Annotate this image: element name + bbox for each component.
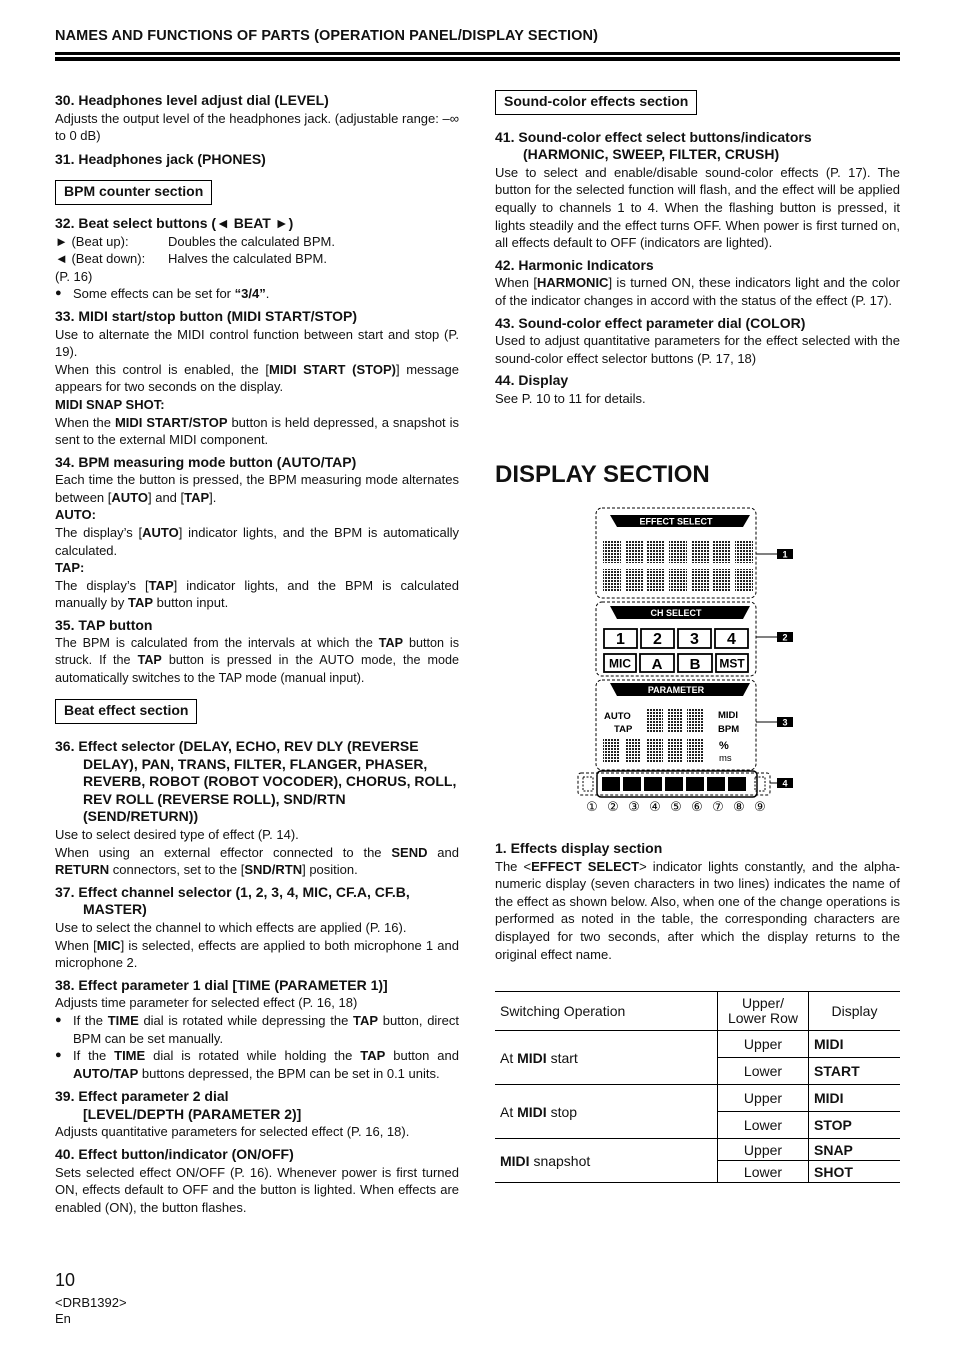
item-30-title: 30. Headphones level adjust dial (LEVEL) [55,92,329,108]
a-label: A [651,656,663,673]
ch-1-label: 1 [616,631,625,648]
parameter-label: PARAMETER [647,685,705,695]
item-38-bullet-2 [55,1047,459,1082]
text: > indicator lights constantly, and the alpha-numeric display (seven characters in two lines) indicates the name of the effect as shown below. Also, when one of the change operations is performed as noted in the table, the corresponding characters are displayed for two seconds, after which the display returns to the original effect name. [495,858,901,962]
table-row [495,1085,900,1112]
item-32-page: (P. 16) [55,268,93,284]
text-bold: TAP [127,595,154,611]
effect-select-label: EFFECT SELECT [639,516,713,527]
text: The < [495,858,532,874]
text-bold: MIDI [500,1152,530,1169]
text-bold: AUTO [111,489,148,505]
item-39-subtitle: [LEVEL/DEPTH (PARAMETER 2)] [83,1105,302,1122]
text: ]. [209,489,217,505]
item-40-p1: Sets selected effect ON/OFF (P. 16). Whenever power is first turned ON, effects default to OFF and the button is lighted. When effects are enabled (ON), the button flashes. [55,1164,459,1215]
b-label: B [689,656,701,673]
text-bold: TAP [137,653,162,668]
beat-up-value: Doubles the calculated BPM. [168,233,335,249]
text-bold: TAP [360,1048,386,1064]
table-header-operation: Switching Operation [495,992,718,1031]
alphanumeric-matrix [603,541,753,591]
text: When using an external effector connected to the [55,844,392,860]
text-bold: HARMONIC [536,275,609,291]
segment-number-4: ④ [649,800,661,815]
text: Each time the button is pressed, the BPM measuring mode alternates between [ [55,472,459,505]
text: button input. [153,595,229,611]
text-bold: MIDI [517,1103,547,1120]
ch-select-label: CH SELECT [650,608,702,618]
beat-down-key: ◄ (Beat down): [55,251,146,267]
doc-code: <DRB1392> [55,1295,127,1310]
midi-indicator: MIDI [718,710,739,721]
text: When [ [55,937,97,953]
text: ] indicator lights, and the BPM is calculated manually by [55,577,459,611]
mic-label: MIC [609,656,631,671]
segment-number-3: ③ [628,800,640,815]
table-row [495,1139,900,1161]
beat-up-key: ► (Beat up): [55,233,129,249]
text: button, direct BPM can be set manually. [73,1012,459,1046]
left-column [55,88,459,1216]
section-box-sound-color: Sound-color effects section [495,90,697,115]
table-cell-upper: Upper [718,1139,809,1161]
item-38-title: 38. Effect parameter 1 dial [TIME (PARAMETER 1)] [55,976,388,993]
text-bold: TAP [184,489,210,505]
text: ] indicator lights, and the BPM is automatically calculated. [55,525,459,558]
text-bold: SEND [391,844,428,860]
text: button and [385,1048,459,1064]
text-bold: RETURN [55,862,110,878]
item-38-bullet-1 [55,1012,459,1047]
text: The display’s [ [55,525,143,541]
segment-number-5: ⑤ [670,800,682,815]
item-34-tap [55,577,459,612]
segment-number-8: ⑧ [733,800,745,815]
bullet-text: Some effects can be set for [73,286,235,302]
table-cell-midi-snapshot [495,1139,718,1183]
text: When this control is enabled, the [ [55,361,270,377]
segments [583,777,765,791]
page-number: 10 [55,1270,76,1290]
table-cell-display: SNAP [809,1139,901,1161]
ms-indicator: ms [719,753,732,764]
percent-indicator: % [719,740,729,752]
item-41-p1: Use to select and enable/disable sound-color effects (P. 17). The button for the selected function will flash, and the effect will be applied equally to channels 1 to 4. When the flashing button is pressed, it lights steadily and the effect turns OFF. When power is first turned on, all effects default to OFF (indicators are lighted). [495,164,900,251]
callout-4-label: 4 [782,778,788,789]
display-item-1-text [495,858,900,964]
text: If the [73,1012,108,1028]
tap-indicator: TAP [614,724,633,735]
segment-number-7: ⑦ [712,800,724,815]
document-code [55,1295,127,1327]
text-bold: MIDI [517,1049,547,1066]
text-bold: AUTO/TAP [73,1065,139,1081]
ch-3-label: 3 [690,631,699,648]
item-33-title: 33. MIDI start/stop button (MIDI START/STOP) [55,307,358,324]
text: connectors, set to the [ [109,862,245,878]
text-bold: TIME [107,1012,139,1028]
section-box-bpm: BPM counter section [55,180,212,205]
text: ] and [ [147,489,185,505]
beat-up-row [55,233,459,251]
text-bold: TAP [378,635,404,650]
table-cell-display: START [809,1058,901,1085]
text: and [427,844,459,860]
display-item-1-title: 1. Effects display section [495,840,663,856]
item-36-p1: Use to select desired type of effect (P. 14). [55,826,299,842]
item-36-p2 [55,844,459,879]
text-bold: AUTO [142,525,179,541]
text: If the [73,1048,115,1064]
item-37-p2 [55,937,459,972]
item-32-title: 32. Beat select buttons (◄ BEAT ►) [55,214,294,231]
segment-number-1: ① [586,800,598,815]
table-header-row [495,992,900,1031]
item-43-title: 43. Sound-color effect parameter dial (COLOR) [495,314,806,331]
item-34-p1 [55,471,459,506]
table-cell-display: STOP [809,1112,901,1139]
item-33-p2 [55,361,459,396]
item-35-text [55,635,459,688]
bullet-end: . [265,286,270,302]
table-cell-lower: Lower [718,1161,809,1183]
text-bold: TIME [114,1048,146,1064]
text: When the [55,414,115,430]
display-diagram [575,505,805,820]
table-header-display: Display [809,992,901,1031]
right-column [495,90,900,408]
mst-label: MST [719,656,745,671]
beat-down-value: Halves the calculated BPM. [168,251,327,267]
segment-number-6: ⑥ [691,800,703,815]
callout-1-label: 1 [782,549,788,560]
callout-3-label: 3 [782,717,788,728]
item-39-title: 39. Effect parameter 2 dial [55,1088,229,1105]
callout-2-label: 2 [782,632,788,643]
item-42-title: 42. Harmonic Indicators [495,256,654,273]
tap-label: TAP: [55,560,85,576]
text: snapshot [529,1152,591,1169]
item-43-p1: Used to adjust quantitative parameters for the effect selected with the sound-color effect selector buttons (P. 17, 18) [495,333,900,366]
beat-down-row [55,250,459,268]
table-cell-display: MIDI [809,1031,901,1058]
text-bold: TAP [353,1012,379,1028]
table-row [495,1031,900,1058]
page-header: NAMES AND FUNCTIONS OF PARTS (OPERATION PANEL/DISPLAY SECTION) [55,28,598,44]
auto-indicator: AUTO [604,711,631,722]
item-34-auto [55,524,459,559]
item-36-title: 36. Effect selector (DELAY, ECHO, REV DLY (REVERSE DELAY), PAN, TRANS, FILTER, FLANGER, PHASER, REVERB, ROBOT (ROBOT VOCODER), CHORUS, ROLL, REV ROLL (REVERSE ROLL), SND/RTN (SEND/RETURN)) [55,738,457,825]
bpm-indicator: BPM [718,724,740,735]
table-cell-lower: Lower [718,1112,809,1139]
header-rule-thick [55,57,900,61]
text-bold: TAP [148,577,174,593]
text-bold: SND/RTN [244,862,303,878]
item-35-title: 35. TAP button [55,617,153,634]
item-40-title: 40. Effect button/indicator (ON/OFF) [55,1146,294,1163]
text: button is pressed in the AUTO mode, the mode automatically switches to the TAP mode (manual input). [55,653,459,685]
section-box-beat-effect: Beat effect section [55,699,197,724]
item-39-p1: Adjusts quantitative parameters for selected effect (P. 16, 18). [55,1124,410,1140]
table-header-row-type: Upper/ Lower Row [718,992,809,1031]
segment-number-2: ② [607,800,619,815]
midi-snap-shot-label: MIDI SNAP SHOT: [55,396,165,412]
table-cell-upper: Upper [718,1085,809,1112]
table-cell-midi-stop [495,1085,718,1139]
text: dial is rotated while holding the [145,1048,361,1064]
text: At [500,1103,518,1120]
text-bold: MIC [96,937,121,953]
text-bold: MIDI START/STOP [114,414,228,430]
display-section-heading: DISPLAY SECTION [495,461,710,488]
switching-table [495,991,900,1183]
effects-display-block [495,836,900,963]
segment-number-9: ⑨ [754,800,766,815]
item-37-p1: Use to select the channel to which effects are applied (P. 16). [55,919,407,935]
table-cell-upper: Upper [718,1031,809,1058]
text-bold: MIDI START (STOP) [269,361,396,377]
text: buttons depressed, the BPM can be set in 0.1 units. [138,1065,440,1081]
item-44-title: 44. Display [495,372,569,389]
text-bold: EFFECT SELECT [531,858,640,874]
text: stop [546,1103,578,1120]
text: The BPM is calculated from the intervals at which the [55,635,379,650]
item-32-bullet [55,285,459,303]
ch-2-label: 2 [653,631,662,648]
item-42-p1 [495,274,900,309]
item-37-title: 37. Effect channel selector (1, 2, 3, 4, MIC, CF.A, CF.B, MASTER) [55,883,410,918]
text: ] position. [302,862,358,878]
table-cell-display: MIDI [809,1085,901,1112]
auto-label: AUTO: [55,507,96,523]
text: dial is rotated while depressing the [138,1012,353,1028]
text: ] is selected, effects are applied to both microphone 1 and microphone 2. [55,937,459,971]
text: At [500,1049,518,1066]
table-cell-midi-start [495,1031,718,1085]
text: button is held depressed, a snapshot is sent to the external MIDI component. [55,414,459,448]
ch-4-label: 4 [727,631,736,648]
table-cell-display: SHOT [809,1161,901,1183]
item-34-title: 34. BPM measuring mode button (AUTO/TAP) [55,453,357,470]
language-code: En [55,1311,71,1326]
item-30-text: Adjusts the output level of the headphones jack. (adjustable range: –∞ to 0 dB) [55,110,459,144]
text: The display’s [ [55,577,149,593]
bullet-bold: “3/4” [234,286,266,302]
item-38-p1: Adjusts time parameter for selected effect (P. 16, 18) [55,995,358,1011]
text: start [546,1049,578,1066]
header-rule [55,52,900,55]
text: button is struck. If the [55,635,459,668]
item-31-title: 31. Headphones jack (PHONES) [55,150,266,167]
item-44-p1: See P. 10 to 11 for details. [495,390,646,406]
text: ] message appears for two seconds on the display. [55,361,459,395]
table-cell-lower: Lower [718,1058,809,1085]
text: When [ [495,275,537,291]
item-33-p3 [55,414,459,449]
text: ] is turned ON, these indicators light and the color of the indicator changes in accord with the status of the effect (P. 17). [495,275,900,308]
item-41-title: 41. Sound-color effect select buttons/indicators (HARMONIC, SWEEP, FILTER, CRUSH) [495,128,812,163]
item-33-p1: Use to alternate the MIDI control function between start and stop (P. 19). [55,326,459,360]
